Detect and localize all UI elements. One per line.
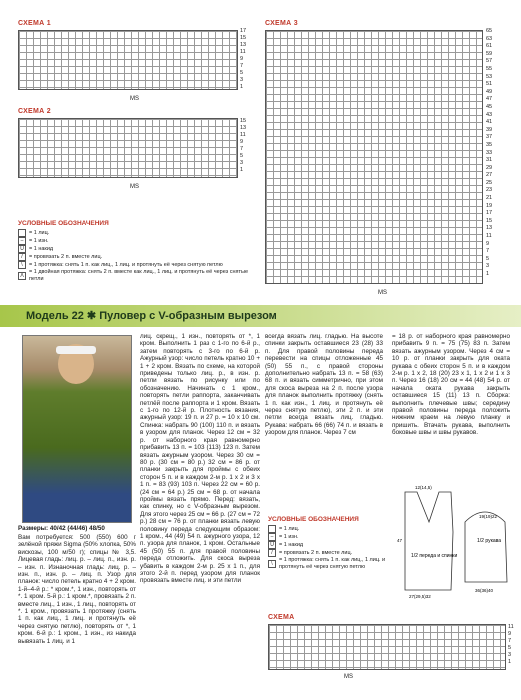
row-number: 23: [486, 187, 493, 194]
legend-top-title: УСЛОВНЫЕ ОБОЗНАЧЕНИЯ: [18, 220, 109, 227]
legend-item: – = 1 изн.: [18, 237, 268, 245]
row-number: 41: [486, 119, 493, 126]
double-decrease-symbol-icon: Λ: [18, 272, 26, 280]
scheme-1-title: СХЕМА 1: [18, 20, 51, 27]
row-number: 63: [486, 35, 493, 42]
row-number: 5: [240, 70, 244, 76]
scheme-2-row-numbers: [240, 118, 246, 174]
row-number: 9: [240, 139, 244, 145]
row-number: 9: [486, 240, 490, 247]
row-number: 45: [486, 103, 493, 110]
knit-symbol-icon: [18, 229, 26, 237]
sizes-text: Размеры: 40/42 (44/46) 48/50: [18, 525, 105, 532]
row-number: 37: [486, 134, 493, 141]
scheme-1-ms-label: MS: [130, 96, 139, 102]
legend-item: \ = 1 протяжка: снять 1 п. как лиц., 1 лиц. и протянуть её через снятую петлю: [268, 557, 393, 571]
row-number: 55: [486, 65, 493, 72]
scheme-3-grid: [265, 30, 483, 284]
row-number: 9: [240, 56, 244, 62]
pattern-num-sleeve: 36(36)40: [475, 588, 494, 593]
row-number: 47: [486, 96, 493, 103]
ssk-symbol-icon: \: [18, 261, 26, 269]
row-number: 3: [508, 652, 512, 658]
row-number: 59: [486, 50, 493, 57]
scheme-1-grid: [18, 30, 238, 90]
row-number: 1: [240, 167, 244, 173]
row-number: 15: [240, 118, 247, 124]
legend-item: – = 1 изн.: [268, 533, 393, 541]
bottom-scheme-ms-label: MS: [344, 674, 353, 680]
legend-item: \ = 1 протяжка: снять 1 п. как лиц., 1 лиц. и протянуть её через снятую петлю: [18, 261, 268, 269]
pattern-label-front: 1/2 переда и спинки: [411, 553, 458, 559]
yarn-over-symbol-icon: U: [18, 245, 26, 253]
row-number: 13: [486, 225, 493, 232]
row-number: 27: [486, 172, 493, 179]
column-1-text: Вам потребуется: 500 (550) 600 г зелёной пряжи Sigma (50% хлопка, 50% вискозы, 100 м/50 г); спицы № 3,5. Лицевая гладь: лиц. р. – лиц. п., изн. р. – изн. п. Изнаночная гладь: лиц. р. – изн. п., изн. р. – лиц. п. Узор для планок: число петель кратно 4 + 2 кром. 1-й–4-й р.: * кром.*, 1 изн., повторять от *. 1 кром. 5-й р.: 1 кром.*, провязать 2 п. вместе лиц., 1 изн., 1 лиц., повторять от *. 1 кром., провязать 1 протяжку (снять 1 п. как лиц., 1 лиц. и протянуть её через снятую петлю), повторять от *, 1 кром. 6-й р.: 1 кром., 1 изн., из накида вывязать 1 лиц. и 1: [18, 534, 136, 645]
bottom-scheme-title: СХЕМА: [268, 614, 295, 621]
row-number: 61: [486, 43, 493, 50]
model-banner: [0, 305, 521, 327]
legend-top: [18, 220, 268, 283]
legend-item: = 1 лиц.: [18, 229, 268, 237]
knit-symbol-icon: [268, 525, 276, 533]
bottom-scheme-row-numbers: [508, 624, 514, 666]
row-number: 15: [486, 217, 493, 224]
row-number: 17: [486, 210, 493, 217]
row-number: 11: [486, 233, 492, 240]
row-number: 57: [486, 58, 493, 65]
k2tog-symbol-icon: /: [18, 253, 26, 261]
row-number: 11: [508, 624, 514, 630]
garment-pattern-diagram: [395, 482, 517, 602]
legend-item: U = 1 накид: [18, 245, 268, 253]
row-number: 5: [486, 255, 490, 262]
scheme-2-grid: [18, 118, 238, 178]
pattern-num-top: 12(14,5): [415, 485, 432, 490]
row-number: 51: [486, 81, 493, 88]
scheme-2-ms-label: MS: [130, 184, 139, 190]
row-number: 7: [240, 146, 244, 152]
scheme-3-row-numbers: [486, 28, 492, 279]
scheme-3-ms-label: MS: [378, 290, 387, 296]
row-number: 9: [508, 631, 512, 637]
scheme-1-row-numbers: [240, 28, 246, 91]
row-number: 1: [240, 84, 244, 90]
row-number: 5: [240, 153, 244, 159]
bottom-scheme-grid: [268, 624, 506, 670]
row-number: 39: [486, 126, 493, 133]
row-number: 7: [240, 63, 244, 69]
row-number: 53: [486, 73, 493, 80]
row-number: 1: [508, 659, 512, 665]
pattern-num-left: 47: [397, 538, 403, 543]
row-number: 3: [240, 160, 244, 166]
headband: [56, 346, 96, 354]
legend-item: U = 1 накид: [268, 541, 393, 549]
row-number: 33: [486, 149, 493, 156]
row-number: 13: [240, 125, 247, 131]
purl-symbol-icon: –: [268, 533, 276, 541]
row-number: 49: [486, 88, 493, 95]
legend-item: Λ = 1 двойная протяжка: снять 2 п. вместе как лиц., 1 лиц. и протянуть её через снятые петли: [18, 269, 268, 283]
row-number: 15: [240, 35, 247, 41]
row-number: 1: [486, 271, 490, 277]
row-number: 5: [508, 645, 512, 651]
row-number: 21: [486, 195, 493, 202]
column-4-text: = 18 р. от наборного края равномерно прибавить 9 п. = 75 (75) 83 п. Затем вязать ажурным узором. Через 4 см = 10 р. от планки закрыть для оката рукава с обеих сторон 5 п. и в каждом 2-м р. 1 х 2, 18 (20) 23 х 1, 1 х 2 и 1 х 3 п. Через 16 (18) 20 см = 44 (48) 54 р. от начала оката рукава закрыть оставшиеся 15 (11) 13 п. Сборка: выполнить плечевые швы; середину правой половины переда положить нижним краем на левую планку и пришить. Втачать рукава, выполнить боковые швы и швы рукавов.: [392, 333, 510, 437]
row-number: 3: [486, 263, 490, 270]
k2tog-symbol-icon: /: [268, 549, 276, 557]
row-number: 31: [486, 157, 493, 164]
row-number: 65: [486, 28, 493, 34]
sleeve-outline: [465, 512, 507, 582]
model-title: Модель 22 ✱ Пуловер с V-образным вырезом: [26, 310, 277, 322]
row-number: 25: [486, 179, 493, 186]
yarn-over-symbol-icon: U: [268, 541, 276, 549]
purl-symbol-icon: –: [18, 237, 26, 245]
legend-item: / = провязать 2 п. вместе лиц.: [268, 549, 393, 557]
legend-item: / = провязать 2 п. вместе лиц.: [18, 253, 268, 261]
legend-bottom: [268, 516, 393, 571]
row-number: 7: [508, 638, 512, 644]
row-number: 11: [240, 132, 246, 138]
pattern-num-bottom: 27(29,5)32: [409, 594, 431, 599]
row-number: 13: [240, 42, 247, 48]
scheme-2-title: СХЕМА 2: [18, 108, 51, 115]
legend-bottom-title: УСЛОВНЫЕ ОБОЗНАЧЕНИЯ: [268, 516, 359, 523]
column-2-text: лиц. скрещ., 1 изн., повторять от *, 1 кром. Выполнить 1 раз с 1-го по 6-й р., затем повторять с 3-го по 6-й р. Ажурный узор: число петель кратно 10 + 1 + 2 кром. Вязать по схеме, на которой приведены только лиц. р., в изн. р. петли вязать по рисунку или по обозначению. Начинать с 1 кром., повторять петли раппорта, заканчивать петлёй после раппорта и 1 кром. Вязать с 1-го по 12-й р. Плотность вязания, ажурный узор: 19 п. и 27 р. = 10 х 10 см. Спинка: набрать 90 (100) 110 п. и вязать в узором для планок. Через 12 см = 32 р. от наборного края равномерно прибавить 13 п. = 103 (113) 123 п. Затем вязать ажурным узором. Через 30 см = 80 р. (30 см = 80 р.) 32 см = 86 р. от планки закрыть для проймы с обеих сторон 5 п. и в каждом 2-м р. 1 х 2 и 3 х 1 п. = 83 (93) 103 п. Через 22 см = 60 р. (24 см = 64 р.) 25 см = 68 р. от начала проймы вязать прямо. Перед: вязать, как спинку, но с V-образным вырезом. Для этого через 25 см = 66 р. (27 см = 72 р.) 28 см = 76 р. от планки вязать левую половину переда следующим образом: 1 кром., 44 (49) 54 п. ажурного узора, 12 п. узора для планок, 1 кром. Остальные 45 (50) 55 п. для правой половины переда отложить. Для скоса выреза убавить в каждом 2-м р. 25 х 1 п., для этого 2-й п. перед узором для планок провязать вместе лиц. и эти петли: [140, 333, 260, 585]
pattern-label-sleeve: 1/2 рукава: [477, 538, 502, 544]
column-3-text: всегда вязать лиц. гладью. На высоте спинки закрыть оставшиеся 23 (28) 33 п. Для правой половины переда перевести на спицы отложенные 45 (50) 55 п., с правой стороны дополнительно набрать 13 п. = 58 (63) 68 п. и вязать симметрично, при этом для скоса выреза на 2 п. после узора для планок выполнить протяжку (снять 1 п. как изн., 1 лиц. и протянуть её через снятую петлю), эти 2 п. и эти петли всегда вязать лиц. гладью. Рукава: набрать 66 (66) 74 п. и вязать в узором для планок. Через 7 см: [265, 333, 383, 437]
row-number: 11: [240, 49, 246, 55]
pattern-num-right: 19(19)22: [479, 514, 498, 519]
row-number: 43: [486, 111, 493, 118]
scheme-3-title: СХЕМА 3: [265, 20, 298, 27]
ssk-symbol-icon: \: [268, 560, 276, 568]
row-number: 29: [486, 164, 493, 171]
model-photo: [22, 335, 132, 523]
front-back-outline: [405, 492, 453, 590]
row-number: 17: [240, 28, 247, 34]
row-number: 35: [486, 141, 493, 148]
row-number: 7: [486, 248, 490, 255]
row-number: 19: [486, 202, 493, 209]
row-number: 3: [240, 77, 244, 83]
legend-item: = 1 лиц.: [268, 525, 393, 533]
